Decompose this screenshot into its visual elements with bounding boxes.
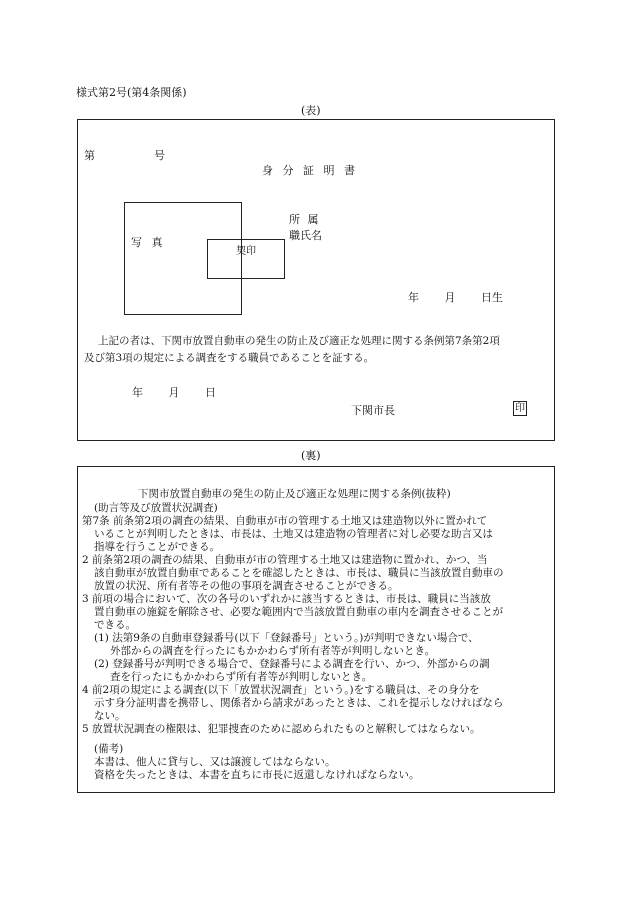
id-card-back <box>77 466 555 793</box>
back-line-9: 置自動車の施錠を解除させ、必要な範囲内で当該放置自動車の車内を調査させることが <box>94 606 504 618</box>
back-label: (裏) <box>301 449 321 462</box>
back-line-3: いることが判明したときは、市長は、土地又は建造物の管理者に対し必要な助言又は <box>94 528 493 540</box>
back-line-10: できる。 <box>94 619 136 631</box>
form-label: 様式第2号(第4条関係) <box>76 86 187 99</box>
certify-line-1: 上記の者は、下関市放置自動車の発生の防止及び適正な処理に関する条例第7条第2項 <box>98 335 500 347</box>
photo-label: 写 真 <box>131 236 163 249</box>
affiliation-label: 所 属 <box>289 213 319 226</box>
seal-label: 契印 <box>236 246 256 257</box>
back-line-11: (1) 法第9条の自動車登録番号(以下「登録番号」という。)が判明できない場合で、 <box>94 632 479 644</box>
certify-line-2: 及び第3項の規定による調査をする職員であることを証する。 <box>84 352 375 364</box>
back-line-1: (助言等及び放置状況調査) <box>94 502 218 514</box>
back-line-13: (2) 登録番号が判明できる場合で、登録番号による調査を行い、かつ、外部からの調 <box>94 658 490 670</box>
number-suffix: 号 <box>154 149 165 162</box>
back-line-5: 2 前条第2項の調査の結果、自動車が市の管理する土地又は建造物に置かれ、かつ、当 <box>82 554 488 566</box>
back-line-14: 査を行ったにもかかわらず所有者等が判明しないとき。 <box>110 671 373 683</box>
back-line-4: 指導を行うことができる。 <box>94 541 220 553</box>
back-line-12: 外部からの調査を行ったにもかかわらず所有者等が判明しないとき。 <box>110 645 436 657</box>
back-line-18: 5 放置状況調査の権限は、犯罪捜査のために認められたものと解釈してはならない。 <box>82 723 481 735</box>
mayor-label: 下関市長 <box>351 404 395 417</box>
id-card-front <box>77 119 555 441</box>
staff-name-label: 職氏名 <box>289 229 322 242</box>
issue-date: 年 月 日 <box>132 386 216 399</box>
back-line-6: 該自動車が放置自動車であることを確認したときは、市長は、職員に当該放置自動車の <box>94 567 504 579</box>
back-line-7: 放置の状況、所有者等その他の事項を調査させることができる。 <box>94 580 399 592</box>
number-prefix: 第 <box>84 149 95 162</box>
mayor-seal: 印 <box>515 403 525 414</box>
back-line-2: 第7条 前条第2項の調査の結果、自動車が市の管理する土地又は建造物以外に置かれて <box>82 515 488 527</box>
back-line-17: ない。 <box>94 710 126 722</box>
seal-box <box>207 239 285 279</box>
back-title: 下関市放置自動車の発生の防止及び適正な処理に関する条例(抜粋) <box>138 488 451 500</box>
front-label: (表) <box>301 104 321 117</box>
card-title: 身 分 証 明 書 <box>262 164 355 177</box>
birth-date: 年 月 日生 <box>408 291 503 304</box>
back-line-8: 3 前項の場合において、次の各号のいずれかに該当するときは、市長は、職員に当該放 <box>82 593 491 605</box>
back-line-16: 示す身分証明書を携帯し、関係者から請求があったときは、これを提示しなければなら <box>94 697 504 709</box>
back-line-21: 資格を失ったときは、本書を直ちに市長に返還しなければならない。 <box>94 769 420 781</box>
back-line-20: 本書は、他人に貸与し、又は譲渡してはならない。 <box>94 756 336 768</box>
back-line-19: (備考) <box>94 743 124 755</box>
back-line-15: 4 前2項の規定による調査(以下「放置状況調査」という。)をする職員は、その身分を <box>82 684 480 696</box>
